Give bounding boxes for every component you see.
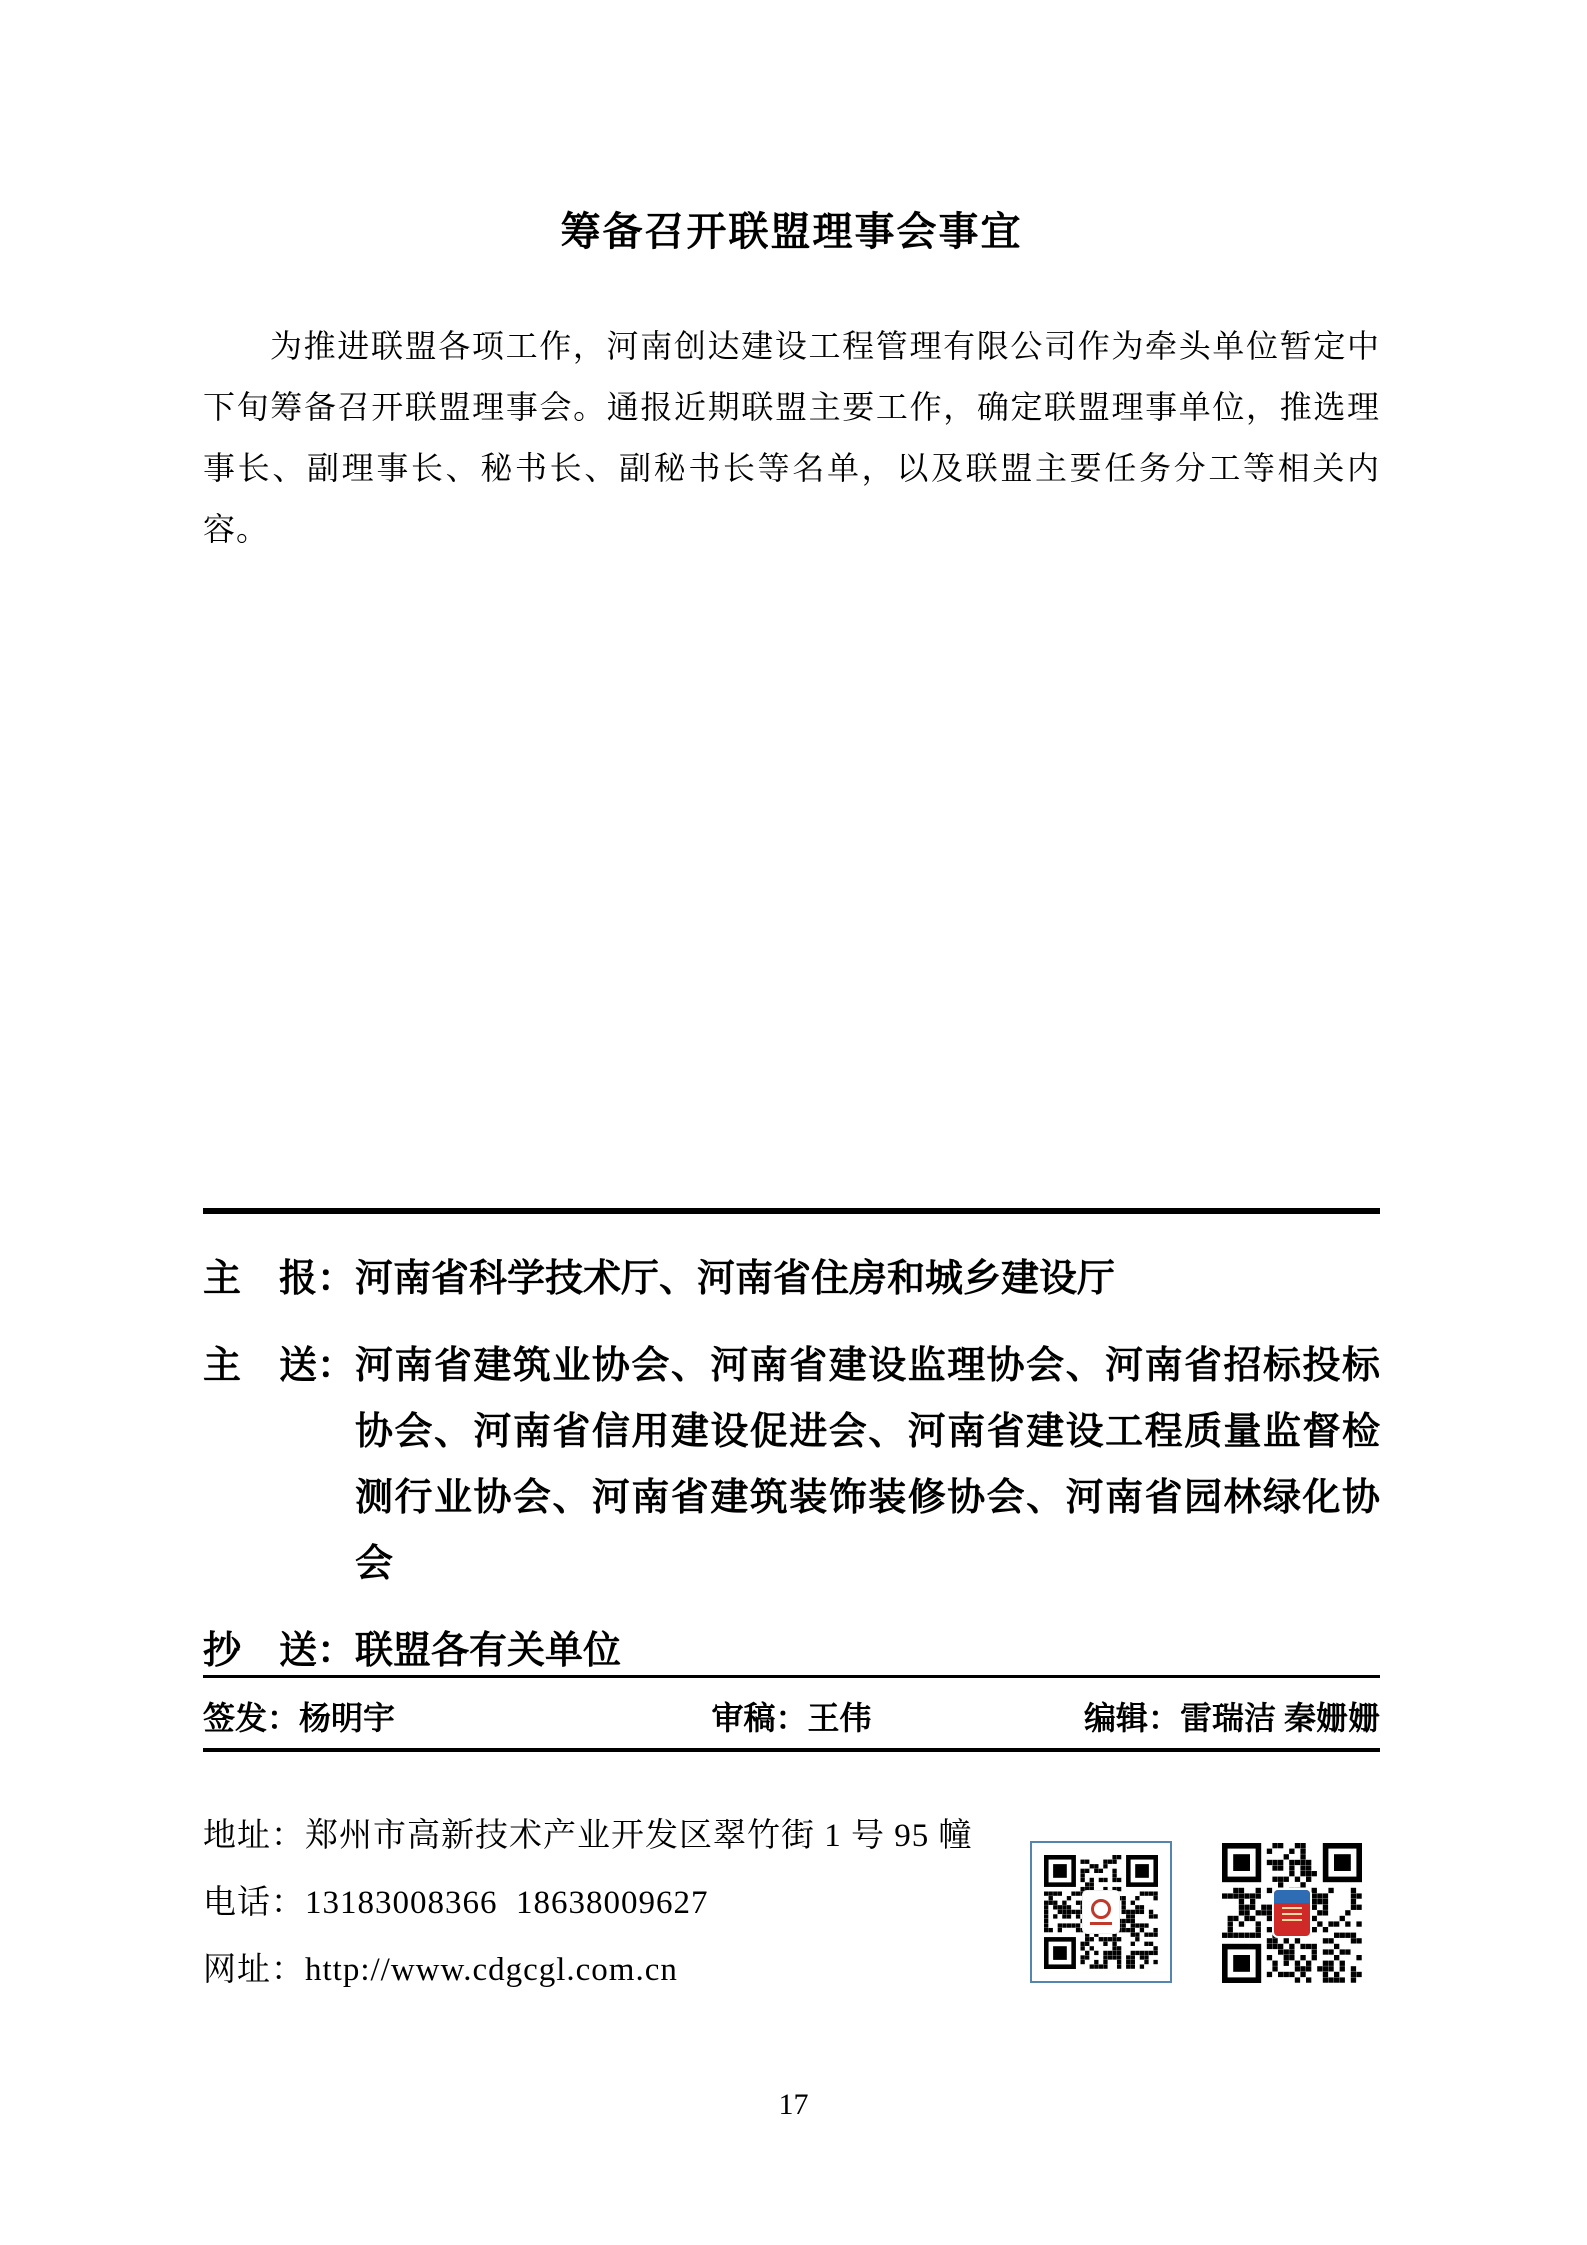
qr-code-right: [1222, 1843, 1362, 1983]
distribution-entry-main-send: [203, 1333, 1380, 1597]
contact-address: [203, 1803, 1103, 1870]
contact-phone: [203, 1870, 1103, 1937]
logo-text-mark: [1090, 1922, 1112, 1925]
qr-code-left-bordered: [1030, 1841, 1172, 1983]
divider-thick: [203, 1208, 1380, 1214]
contact-website-value: http://www.cdgcgl.com.cn: [305, 1952, 678, 1988]
qr-center-logo-red-card: [1274, 1890, 1310, 1936]
page-title: 筹备召开联盟理事会事宜: [560, 209, 1023, 254]
signoff-reviewer-value: 王伟: [807, 1700, 872, 1736]
logo-card-text-line: [1282, 1907, 1302, 1909]
contact-website-label: 网址：: [203, 1952, 305, 1988]
distribution-label: 抄 送：: [203, 1630, 356, 1672]
distribution-content: 河南省科学技术厅、河南省住房和城乡建设厅: [355, 1258, 1116, 1300]
contact-block: [203, 1803, 1103, 2004]
distribution-label: 主 送：: [203, 1345, 356, 1387]
divider-signoff-bottom: [203, 1748, 1380, 1752]
distribution-content: 河南省建筑业协会、河南省建设监理协会、河南省招标投标协会、河南省信用建设促进会、河南省建设工程质量监督检测行业协会、河南省建筑装饰装修协会、河南省园林绿化协会: [355, 1345, 1380, 1585]
logo-card-blue-stripe: [1274, 1890, 1310, 1903]
distribution-entry-main-report: [203, 1246, 1380, 1312]
contact-phone-value: 13183008366 18638009627: [305, 1885, 709, 1921]
signoff-issuer-label: 签发：: [203, 1700, 300, 1736]
signoff-issuer: [203, 1692, 395, 1744]
contact-phone-label: 电话：: [203, 1885, 305, 1921]
body-paragraph: 为推进联盟各项工作，河南创达建设工程管理有限公司作为牵头单位暂定中下旬筹备召开联盟理事会。通报近期联盟主要工作，确定联盟理事单位，推选理事长、副理事长、秘书长、副秘书长等名单，以及联盟主要任务分工等相关内容。: [203, 328, 1380, 547]
contact-address-value: 郑州市高新技术产业开发区翠竹街 1 号 95 幢: [305, 1818, 973, 1854]
page-number: 17: [778, 2088, 809, 2121]
distribution-label: 主 报：: [203, 1258, 356, 1300]
distribution-block: [203, 1246, 1380, 1705]
contact-address-label: 地址：: [203, 1818, 305, 1854]
divider-signoff-top: [203, 1675, 1380, 1678]
signoff-editor: [1084, 1692, 1380, 1744]
signoff-editor-label: 编辑：: [1083, 1700, 1180, 1736]
logo-card-text-line: [1282, 1919, 1302, 1921]
signoff-reviewer: [711, 1692, 871, 1744]
signoff-issuer-value: 杨明宇: [299, 1700, 396, 1736]
signoff-reviewer-label: 审稿：: [711, 1700, 808, 1736]
red-seal-icon: [1091, 1899, 1111, 1919]
logo-card-text-line: [1282, 1913, 1302, 1915]
signoff-row: [203, 1692, 1380, 1744]
contact-website: [203, 1937, 1103, 2004]
signoff-editor-value: 雷瑞洁 秦姗姗: [1179, 1700, 1380, 1736]
qr-center-logo-red-emblem: [1082, 1890, 1120, 1934]
distribution-content: 联盟各有关单位: [355, 1630, 622, 1672]
